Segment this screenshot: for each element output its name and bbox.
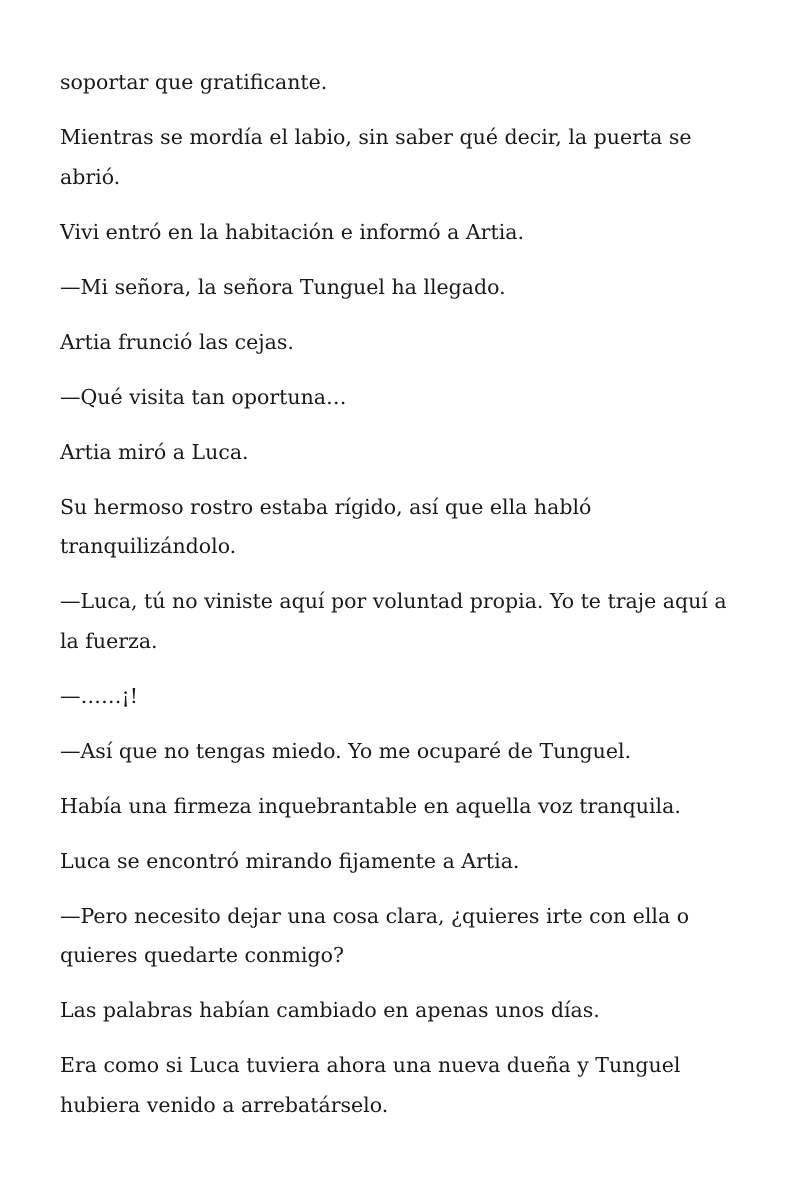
paragraph: Era como si Luca tuviera ahora una nueva dueña y Tunguel hubiera venido a arrebatárselo. (60, 1053, 681, 1117)
paragraph: Luca se encontró mirando fijamente a Artia. (60, 848, 520, 873)
paragraph: Artia frunció las cejas. (60, 329, 294, 354)
paragraph: Las palabras habían cambiado en apenas unos días. (60, 998, 600, 1022)
paragraph: —Pero necesito dejar una cosa clara, ¿quieres irte con ella o quieres quedarte conmigo? (60, 903, 690, 967)
paragraph: Había una firmeza inquebrantable en aquella voz tranquila. (60, 793, 681, 818)
paragraph: —Qué visita tan oportuna… (60, 384, 347, 409)
paragraph: soportar que gratificante. (60, 70, 328, 94)
paragraph: Su hermoso rostro estaba rígido, así que ella habló tranquilizándolo. (60, 494, 592, 558)
paragraph: —……¡! (60, 683, 138, 708)
paragraph: Mientras se mordía el labio, sin saber qué decir, la puerta se abrió. (60, 125, 692, 189)
paragraph: —Así que no tengas miedo. Yo me ocuparé de Tunguel. (60, 738, 632, 763)
paragraph: Artia miró a Luca. (60, 439, 249, 464)
paragraph: Vivi entró en la habitación e informó a Artia. (60, 219, 525, 244)
paragraph: —Mi señora, la señora Tunguel ha llegado. (60, 274, 506, 299)
paragraph: —Luca, tú no viniste aquí por voluntad propia. Yo te traje aquí a la fuerza. (60, 589, 727, 653)
